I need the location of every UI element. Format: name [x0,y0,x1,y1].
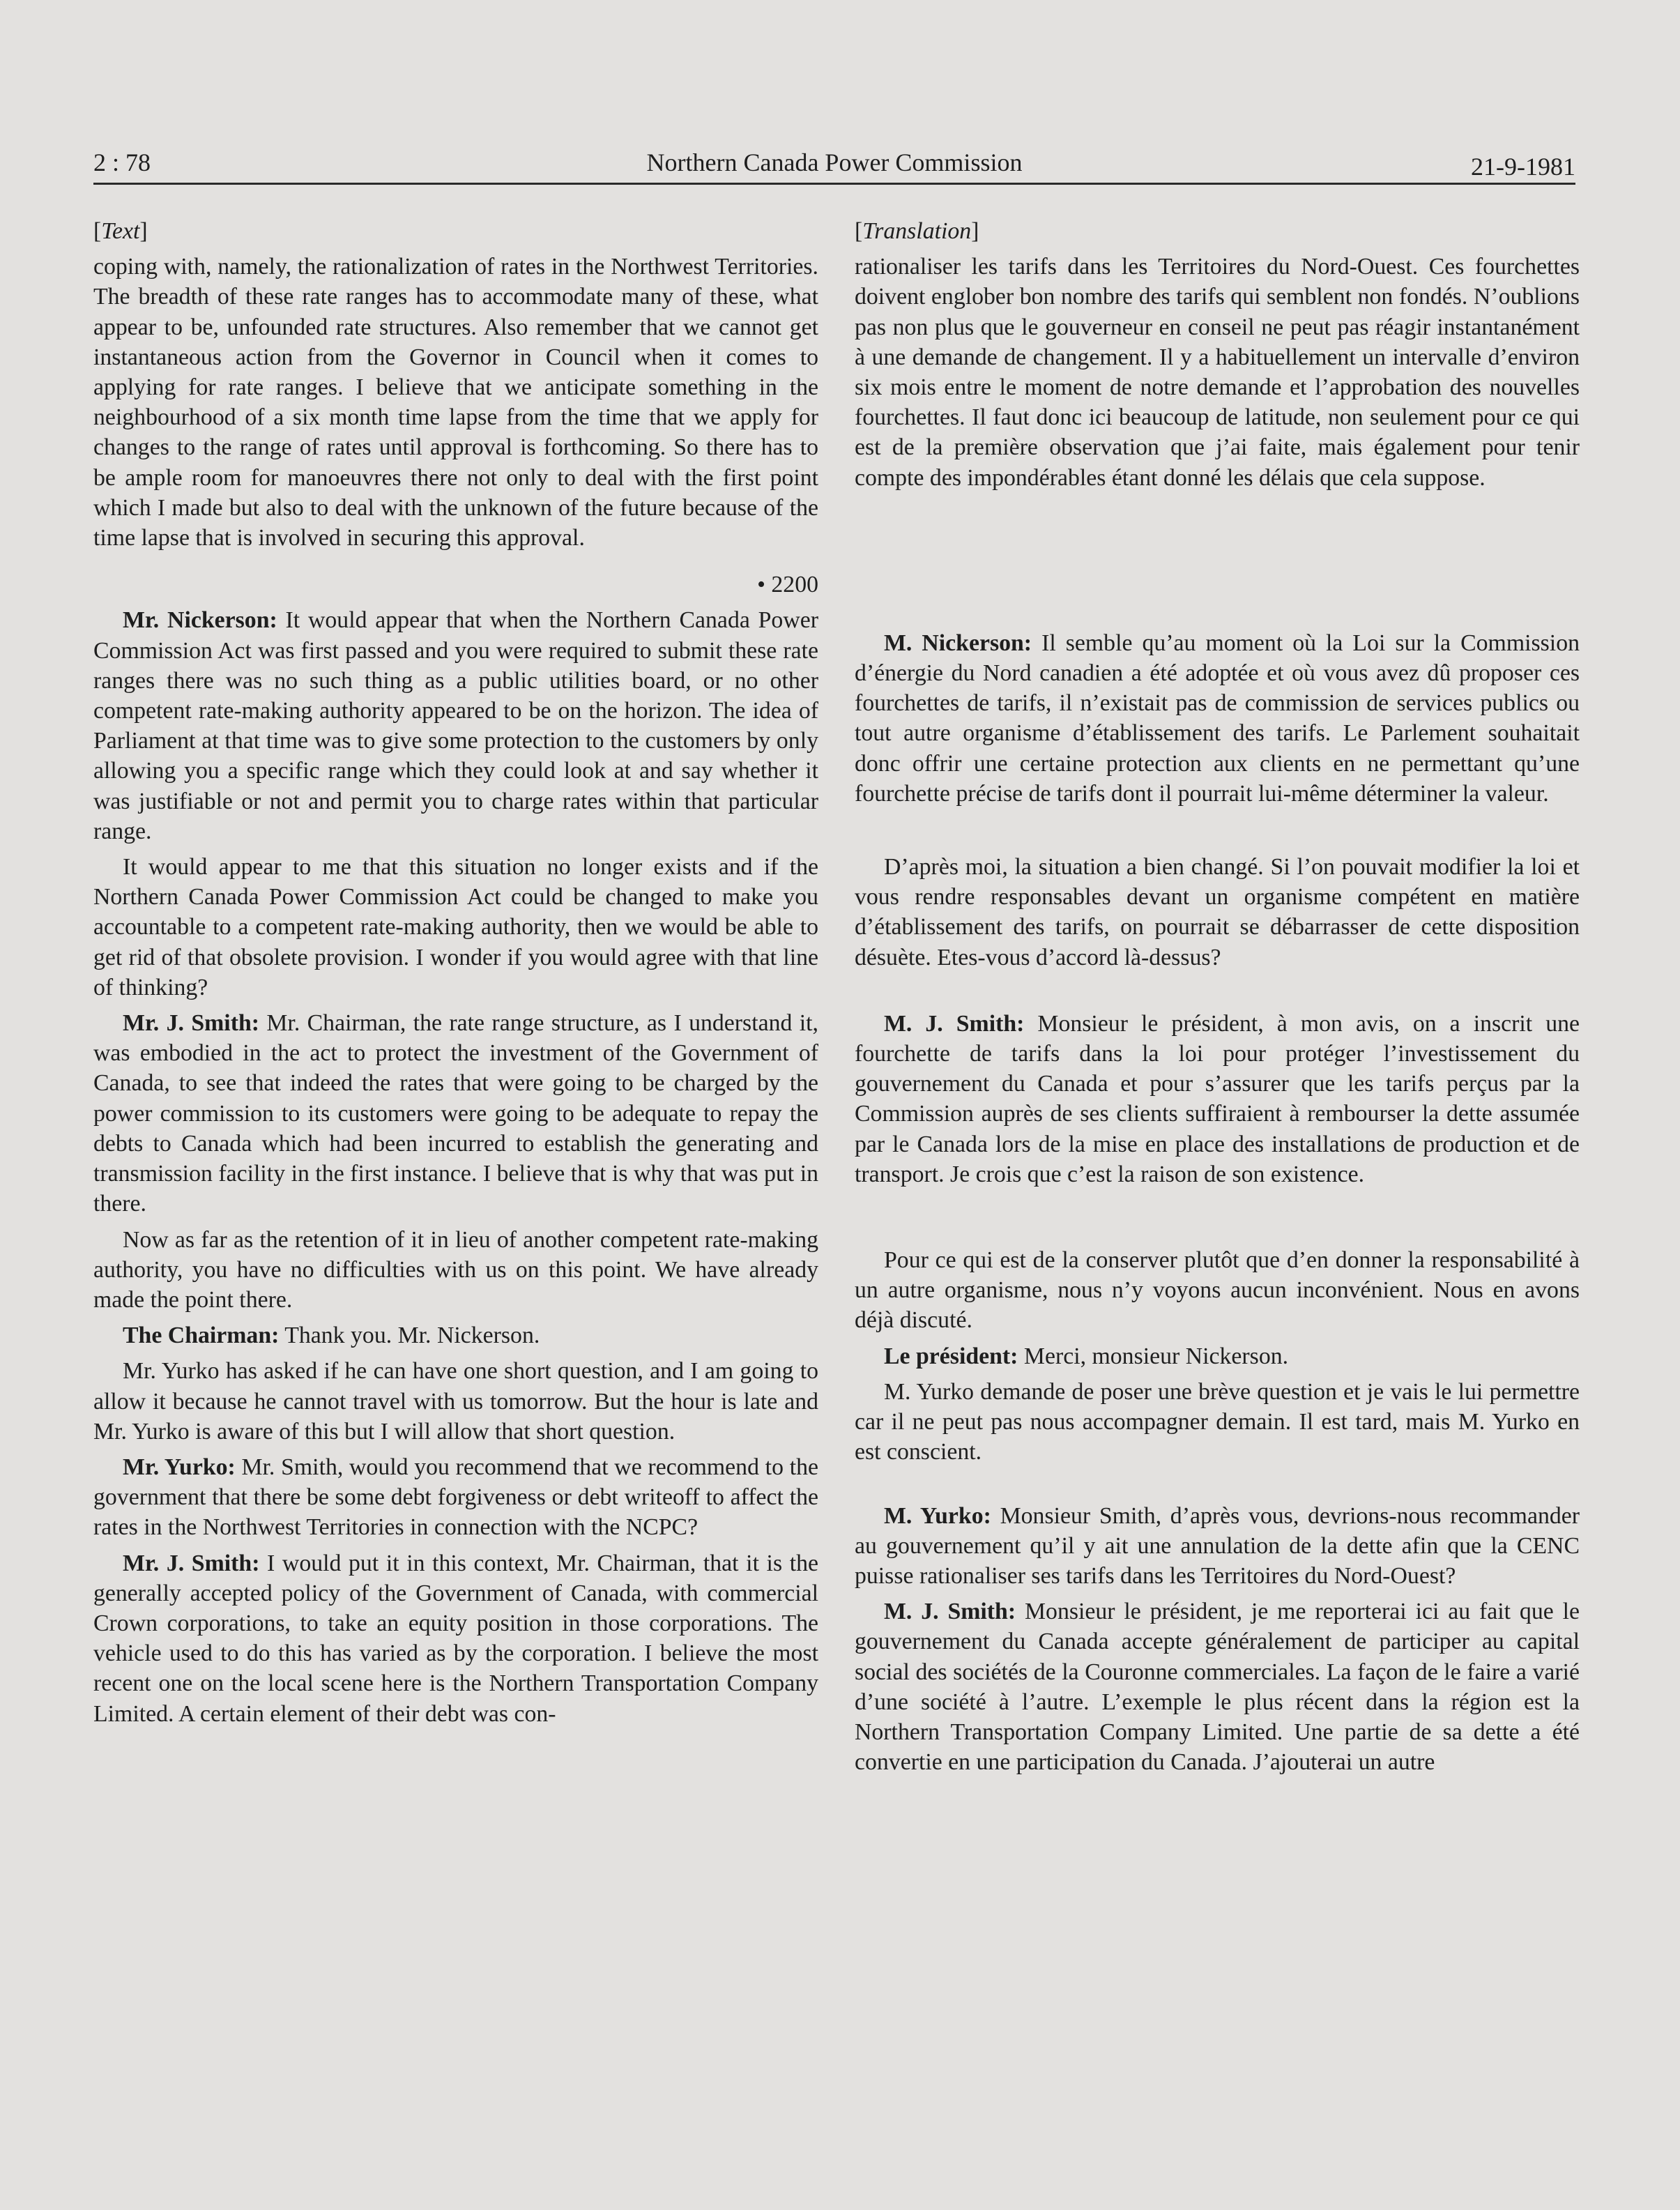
french-paragraph: rationaliser les tarifs dans les Territoires du Nord-Ouest. Ces fourchettes doivent englober bon nombre des tarifs qui semblent non fondés. N’oublions pas non plus que le gouverneur en conseil ne peut pas réagir instantanément à une demande de changement. Il y a habituellement un intervalle d’environ six mois entre le moment de notre demande et l’approbation des nouvelles fourchettes. Il faut donc ici beaucoup de latitude, non seulement pour ce qui est de la première observation que j’ai faite, mais également pour tenir compte des impondérables étant donné les délais que cela suppose. [855,254,1580,491]
column-gap [855,978,1580,1009]
english-paragraph: Mr. Yurko has asked if he can have one short question, and I am going to allow it because he cannot travel with us tomorrow. But the hour is late and Mr. Yurko is aware of this but I will allow that short question. [93,1358,818,1445]
speaker-name: Mr. J. Smith: [123,1010,259,1037]
english-paragraph: coping with, namely, the rationalization of rates in the Northwest Territories. The breadth of these rate ranges has to accommodate many of these, what appear to be, unfounded rate structures. Also remember that we cannot get instantaneous action from the Governor in Council when it comes to applying for rate ranges. I believe that we anticipate something in the neighbourhood of a six month time lapse from the time that we apply for changes to the range of rates until approval is forthcoming. So there has to be ample room for manoeuvres there not only to deal with the first point which I made but also to deal with the unknown of the future because of the time lapse that is involved in securing this approval. [93,254,818,551]
english-paragraph: Mr. J. Smith: Mr. Chairman, the rate range structure, as I understand it, was embodied in the act to protect the investment of the Government of Canada, to see that indeed the rates that were going to be charged by the power commission to its customers were going to be adequate to repay the debts to Canada which had been incurred to establish the generating and transmission facility in the first instance. I believe that is why that was put in there. [93,1010,818,1217]
english-paragraph: The Chairman: Thank you. Mr. Nickerson. [123,1323,540,1349]
column-gap [855,498,1580,628]
french-paragraph: D’après moi, la situation a bien changé. Si l’on pouvait modifier la loi et vous rendre responsables devant un organisme compétent en matière d’établissement des tarifs, on pourrait se débarrasser de cette disposition désuète. Etes-vous d’accord là-dessus? [855,854,1580,970]
english-column [93,216,818,1735]
column-gap [855,1195,1580,1245]
speaker-name: M. J. Smith: [884,1599,1016,1625]
english-paragraph: Mr. J. Smith: I would put it in this context, Mr. Chairman, that it is the generally accepted policy of the Government of Canada, with commercial Crown corporations, to take an equity position in those corporations. The vehicle used to do this has varied as by the corporation. I believe the most recent one on the local scene here is the Northern Transportation Company Limited. A certain element of their debt was con- [93,1550,818,1727]
speaker-name: Mr. J. Smith: [123,1550,260,1576]
french-paragraph: M. Yurko: Monsieur Smith, d’après vous, devrions-nous recommander au gouvernement qu’il y ait une annulation de la dette afin que la CENC puisse rationaliser ses tarifs dans les Territoires du Nord-Ouest? [855,1502,1580,1589]
french-paragraph: M. Yurko demande de poser une brève question et je vais le lui permettre car il ne peut pas nous accompagner demain. Il est tard, mais M. Yurko en est conscient. [855,1378,1580,1465]
speaker-name: M. Yurko: [884,1502,991,1529]
english-section-tag: [Text] [93,218,148,244]
english-paragraph: It would appear to me that this situation no longer exists and if the Northern Canada Power Commission Act could be changed to make you accountable to a competent rate-making authority, then we would be able to get rid of that obsolete provision. I wonder if you would agree with that line of thinking? [93,854,818,1000]
speaker-name: The Chairman: [123,1323,280,1349]
english-paragraph: Mr. Nickerson: It would appear that when the Northern Canada Power Commission Act was first passed and you were required to submit these rate ranges there was no such thing as a public utilities board, or no other competent rate-making authority appeared to be on the horizon. The idea of Parliament at that time was to give some protection to the customers by only allowing you a specific range which they could look at and say whether it was justifiable or not and permit you to charge rates within that particular range. [93,607,818,844]
time-marker: • 2200 [757,572,818,598]
french-paragraph: M. J. Smith: Monsieur le président, à mon avis, on a inscrit une fourchette de tarifs dans la loi pour protéger l’investissement du gouvernement du Canada et pour s’assurer que les tarifs perçus par la Commission auprès de ses clients suffiraient à rembourser la dette assumée par le Canada lors de la mise en place des installations de production et de transport. Je crois que c’est la raison de son existence. [855,1010,1580,1187]
speaker-name: M. Nickerson: [884,630,1032,656]
french-paragraph: Le président: Merci, monsieur Nickerson. [884,1343,1289,1369]
english-paragraph: Mr. Yurko: Mr. Smith, would you recommend that we recommend to the government that there be some debt forgiveness or debt writeoff to affect the rates in the Northwest Territories in connection with the NCPC? [93,1454,818,1541]
english-paragraph: Now as far as the retention of it in lieu of another competent rate-making authority, you have no difficulties with us on this point. We have already made the point there. [93,1226,818,1313]
column-gap [855,1473,1580,1501]
speaker-name: Mr. Yurko: [123,1454,236,1480]
french-paragraph: Pour ce qui est de la conserver plutôt que d’en donner la responsabilité à un autre organisme, nous n’y voyons aucun inconvénient. Nous en avons déjà discuté. [855,1247,1580,1334]
french-column [855,216,1580,1783]
speaker-name: M. J. Smith: [884,1010,1025,1037]
column-gap [855,814,1580,852]
french-paragraph: M. J. Smith: Monsieur le président, je me reporterai ici au fait que le gouvernement du Canada accepte généralement de participer au capital social des sociétés de la Couronne commerciales. La façon de le faire a varié d’une société à l’autre. L’exemple le plus récent dans la région est la Northern Transportation Company Limited. Une partie de sa dette a été convertie en une participation du Canada. J’ajouterai un autre [855,1599,1580,1776]
french-paragraph: M. Nickerson: Il semble qu’au moment où la Loi sur la Commission d’énergie du Nord canadien a été adoptée et où vous avez dû proposer ces fourchettes de tarifs, il n’existait pas de commission de services publics ou tout autre organisme d’établissement des tarifs. Le Parlement souhaitait donc offrir une certaine protection aux clients en ne permettant qu’une fourchette précise de tarifs dont il pourrait lui-même déterminer la valeur. [855,630,1580,807]
page-header [93,146,1575,181]
header-rule [93,183,1575,185]
french-section-tag: [Translation] [855,218,979,244]
speaker-name: Mr. Nickerson: [123,607,277,634]
running-title: Northern Canada Power Commission [646,148,1023,176]
speaker-name: Le président: [884,1343,1018,1369]
page-number: 2 : 78 [93,148,151,176]
sitting-date: 21-9-1981 [1471,153,1575,181]
